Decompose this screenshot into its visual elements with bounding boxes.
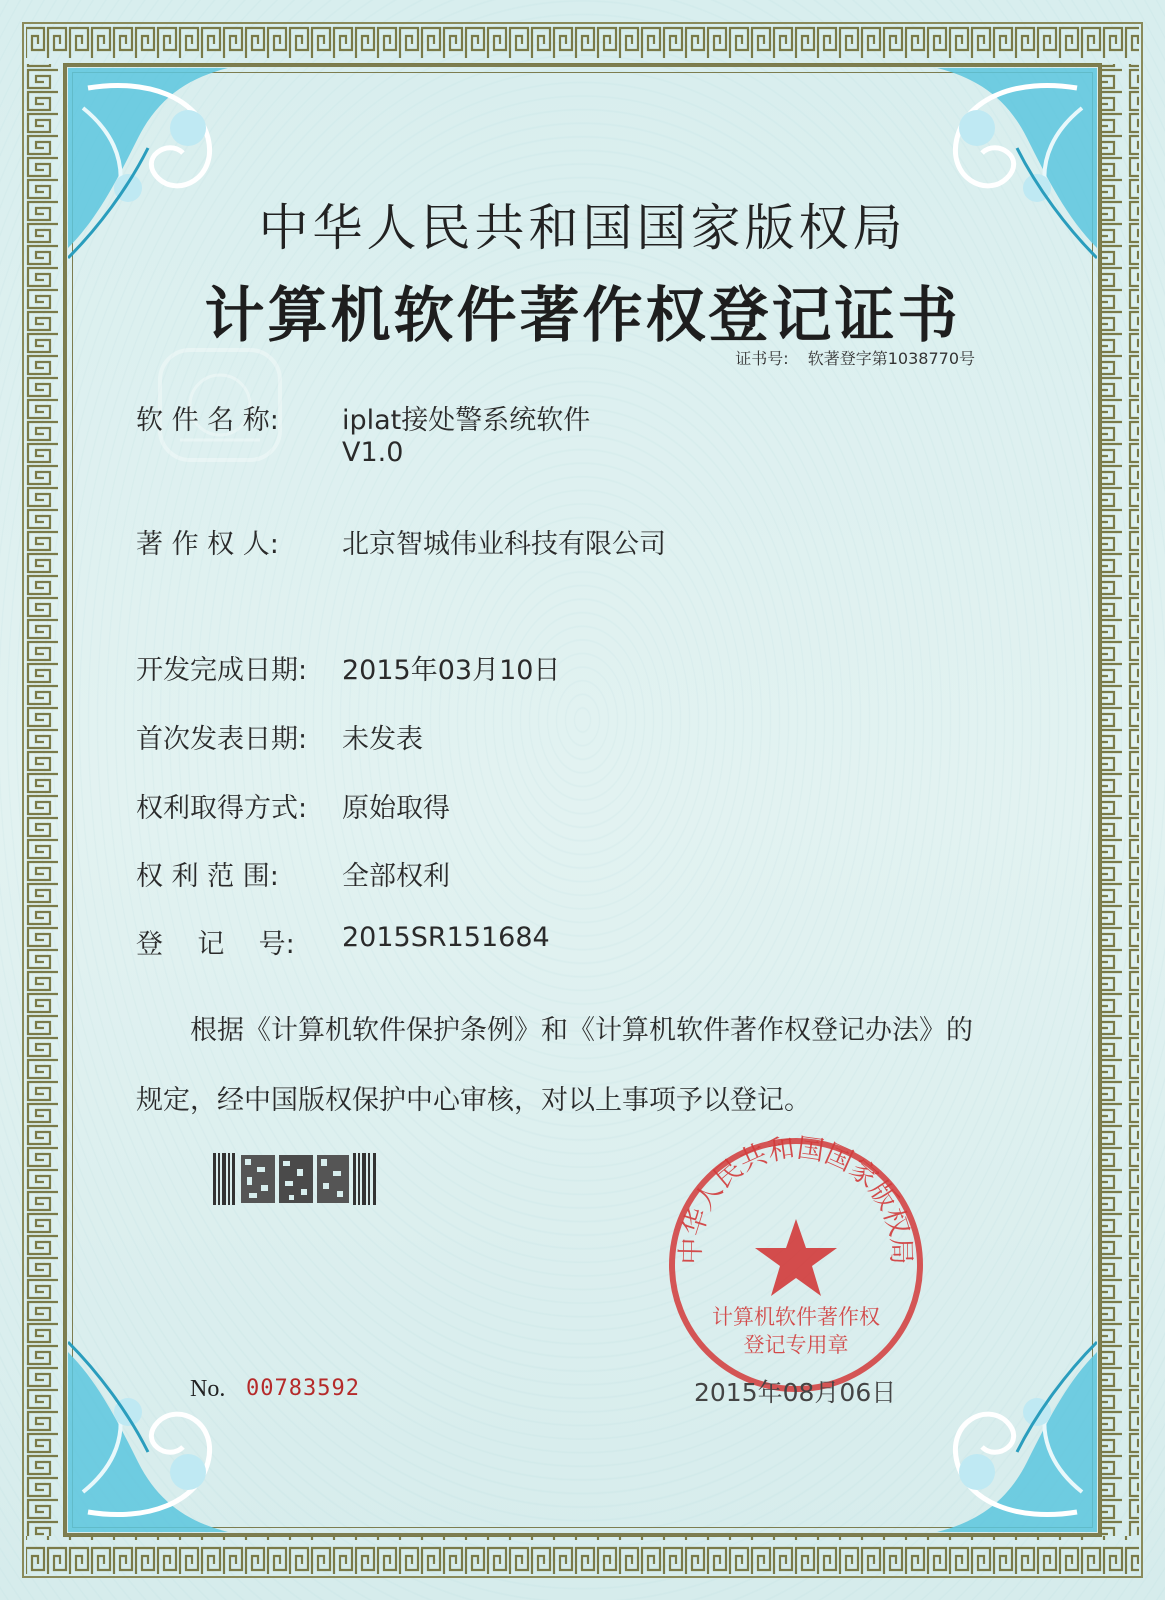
- owner-label: 著 作 权 人:: [136, 529, 279, 560]
- seal-star-icon: [755, 1219, 837, 1296]
- software-name-line2: V1.0: [342, 437, 404, 468]
- owner-value: 北京智城伟业科技有限公司: [342, 529, 666, 560]
- publish-date-value: 未发表: [342, 724, 423, 755]
- seal-ring-text: 中华人民共和国国家版权局: [675, 1134, 917, 1265]
- seal-inner-line2: 登记专用章: [743, 1333, 849, 1357]
- software-name-value: [342, 398, 590, 468]
- registration-number-label: 登 记 号:: [136, 929, 295, 960]
- seal-inner-line1: 计算机软件著作权: [712, 1305, 880, 1329]
- statement-line-1: 根据《计算机软件保护条例》和《计算机软件著作权登记办法》的: [190, 1015, 973, 1046]
- issuing-authority: 中华人民共和国国家版权局: [258, 199, 907, 257]
- certificate-title: 计算机软件著作权登记证书: [204, 281, 961, 351]
- barcode-image: [213, 1153, 379, 1205]
- corner-ornament-bottom-left: [68, 1322, 318, 1532]
- field-software-name: [136, 398, 590, 468]
- statement-line-2: 规定，经中国版权保护中心审核，对以上事项予以登记。: [136, 1085, 811, 1116]
- software-name-label: 软 件 名 称:: [136, 405, 279, 436]
- serial-number-label: No.: [190, 1376, 226, 1402]
- completion-date-label: 开发完成日期:: [136, 655, 308, 686]
- issue-date: 2015年08月06日: [694, 1378, 897, 1407]
- field-first-publish-date: [136, 717, 423, 756]
- certificate-number-value: 软著登字第1038770号: [807, 349, 975, 368]
- publish-date-label: 首次发表日期:: [136, 724, 308, 755]
- certificate-number: [735, 346, 975, 369]
- field-copyright-owner: [136, 522, 666, 561]
- completion-date-value: 2015年03月10日: [342, 655, 561, 686]
- acquire-method-label: 权利取得方式:: [136, 793, 308, 824]
- certificate-number-label: 证书号:: [735, 349, 789, 368]
- field-rights-scope: [136, 854, 450, 893]
- software-name-line1: iplat接处警系统软件: [342, 405, 591, 436]
- serial-number-value: 00783592: [246, 1376, 360, 1401]
- field-completion-date: [136, 648, 560, 687]
- field-registration-number: [136, 922, 550, 961]
- field-acquire-method: [136, 786, 450, 825]
- scope-label: 权 利 范 围:: [136, 861, 279, 892]
- official-seal: [665, 1134, 927, 1396]
- acquire-method-value: 原始取得: [342, 793, 450, 824]
- scope-value: 全部权利: [342, 861, 450, 892]
- registration-number-value: 2015SR151684: [342, 922, 550, 953]
